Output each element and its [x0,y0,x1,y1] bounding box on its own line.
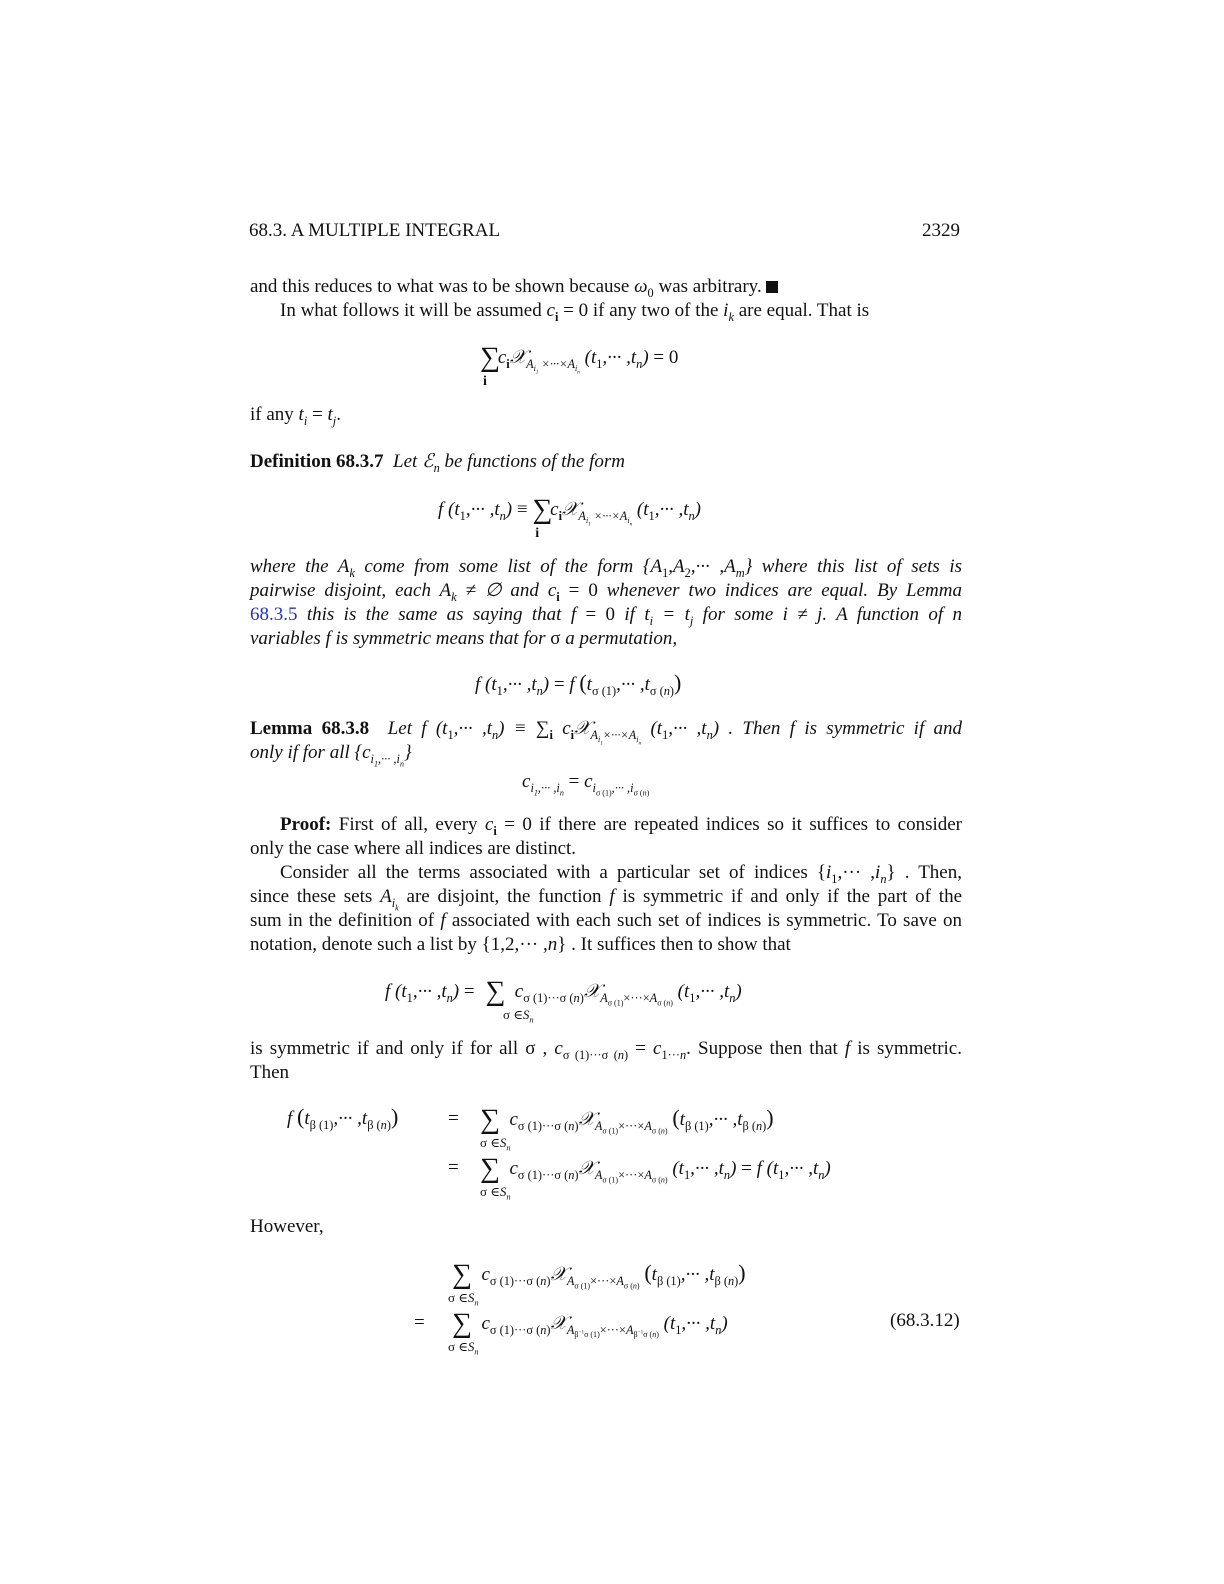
paragraph-assumption: In what follows it will be assumed $c_i = 0$ if any two of the $i_k$ are equal. That is [280,300,870,324]
definition-body-line-3: 68.3.5 this is the same as saying that f = 0 if $t_i = t_j$ for some i ≠ j. A function of n [250,604,962,628]
definition-body-line-4: variables f is symmetric means that for σ a permutation, [250,628,678,649]
equals-sign-2: = [448,1157,459,1178]
equation-aligned-rhs-1: ∑ σ $\in S_n$ $c_{\sigma (1)\cdot\cdot\cdot\sigma (n)}𝒳_{A_{\sigma (1)}\times\cdot\cdot\cdot\times A_{\sigma (n)}}$ $(t_{\beta (1)},\cdot\cdot\cdot ,t_{\beta (n)})$ [480,1104,774,1153]
equation-final-line-2: ∑ σ $\in S_n$ $c_{\sigma (1)\cdot\cdot\cdot\sigma (n)}𝒳_{A_{\beta^{-1}\sigma (1)}\times\cdot\cdot\cdot\times A_{\beta^{-1}\sigma (n)}}$ $(t_1,\cdot\cdot\cdot ,t_n)$ [448,1308,728,1357]
paragraph-qed-line: and this reduces to what was to be shown because $\omega_0$ was arbitrary. [250,275,962,299]
proof-label: Proof: [280,814,332,835]
lemma-line-2: only if for all $\{c_{i_1,\cdot\cdot\cdot ,i_n}\}$ [250,742,412,769]
equation-aligned-rhs-2: ∑ σ $\in S_n$ $c_{\sigma (1)\cdot\cdot\cdot\sigma (n)}𝒳_{A_{\sigma (1)}\times\cdot\cdot\cdot\times A_{\sigma (n)}}$ $(t_1,\cdot\cdot\cdot ,t_n) = f$ $(t_1,\cdot\cdot\cdot ,t_n)$ [480,1153,831,1202]
lemma-reference-link[interactable]: 68.3.5 [250,604,298,625]
definition-body-line-1: where the $A_k$ come from some list of the form $\{A_1,A_2,\cdot\cdot\cdot ,A_m\}$ where this list of sets is [250,556,963,580]
lemma-label: Lemma 68.3.8 [250,718,370,739]
proof-line-2: only the case where all indices are distinct. [250,838,577,859]
page-number: 2329 [922,220,960,241]
proof-line-8: Then [250,1062,290,1083]
paragraph-condition: if any $t_i = t_j$. [250,404,341,428]
lemma-line-1: Lemma 68.3.8 Let f $(t_1,\cdot\cdot\cdot ,t_n) \equiv \sum_i$ $c_i𝒳_{A_{i_1}\times\cdot\cdot\cdot\times A_{i_n}}$ $(t_1,\cdot\cdot\cdot ,t_n)$ . Then f is symmetric if and [250,717,963,747]
definition-heading: Definition 68.3.7 Let ℰ$_n$ be functions of the form [250,450,625,475]
equation-lemma-coefficients: $c_{i_1,\cdot\cdot\cdot ,i_n} = c_{i_{\sigma (1)},\cdot\cdot\cdot ,i_{\sigma (n)}}$ [522,771,650,798]
definition-body-line-2: pairwise disjoint, each $A_k$ ≠ ∅ and $c_i = 0$ whenever two indices are equal. By Lemma [250,580,963,604]
equation-definition-f: f $(t_1,\cdot\cdot\cdot ,t_n)$ ≡ $\sum_ic_i𝒳_{A_{i_1} \times\cdot\cdot\cdot\times A_{i_n}}$ $(t_1,\cdot\cdot\cdot ,t_n)$ [438,494,701,541]
equation-number: (68.3.12) [890,1310,960,1331]
qed-square-icon [766,281,778,293]
proof-line-6: notation, denote such a list by {1,2,··· ,n} . It suffices then to show that [250,934,791,955]
proof-line-1: Proof: First of all, every $c_i = 0$ if there are repeated indices so it suffices to consider [280,814,963,838]
equation-symmetric: f $(t_1,\cdot\cdot\cdot ,t_n) = f$ $(t_{\sigma (1)},\cdot\cdot\cdot ,t_{\sigma (n)})$ [475,670,682,698]
proof-line-4: since these sets $A_{i_k}$ are disjoint, the function f is symmetric if and only if the part of the [250,886,963,913]
proof-line-3: Consider all the terms associated with a particular set of indices $\{i_1,\cdot\cdot\cdot ,i_n\}$ . Then, [280,862,962,886]
equals-sign-1: = [448,1108,459,1129]
equals-sign-3: = [414,1312,425,1333]
proof-line-9: However, [250,1216,324,1237]
equation-sum-zero: $\sum_ic_i𝒳_{A_{i_1} \times\cdot\cdot\cdot\times A_{i_n}}$ $(t_1,\cdot\cdot\cdot ,t_n) = 0$ [480,342,679,389]
running-header: 68.3. A MULTIPLE INTEGRAL [249,220,501,241]
proof-line-7: is symmetric if and only if for all σ , $c_{\sigma (1)\cdot\cdot\cdot\sigma (n)} = c_{1\cdot\cdot\cdot n}$. Suppose then that f is symmetric. [250,1038,962,1062]
definition-label: Definition 68.3.7 [250,451,384,472]
equation-f-sigma-sum: f $(t_1,\cdot\cdot\cdot ,t_n)$ = ∑ σ $\in S_n$ $c_{\sigma (1)\cdot\cdot\cdot\sigma (n)}𝒳_{A_{\sigma (1)}\times\cdot\cdot\cdot\times A_{\sigma (n)}}$ $(t_1,\cdot\cdot\cdot ,t_n)$ [385,976,742,1025]
equation-final-line-1: ∑ σ $\in S_n$ $c_{\sigma (1)\cdot\cdot\cdot\sigma (n)}𝒳_{A_{\sigma (1)}\times\cdot\cdot\cdot\times A_{\sigma (n)}}$ $(t_{\beta (1)},\cdot\cdot\cdot ,t_{\beta (n)})$ [448,1259,746,1308]
proof-line-5: sum in the definition of f associated with each such set of indices is symmetric. To save on [250,910,962,931]
equation-aligned-lhs: f $(t_{\beta (1)},\cdot\cdot\cdot ,t_{\beta (n)})$ [287,1104,399,1132]
